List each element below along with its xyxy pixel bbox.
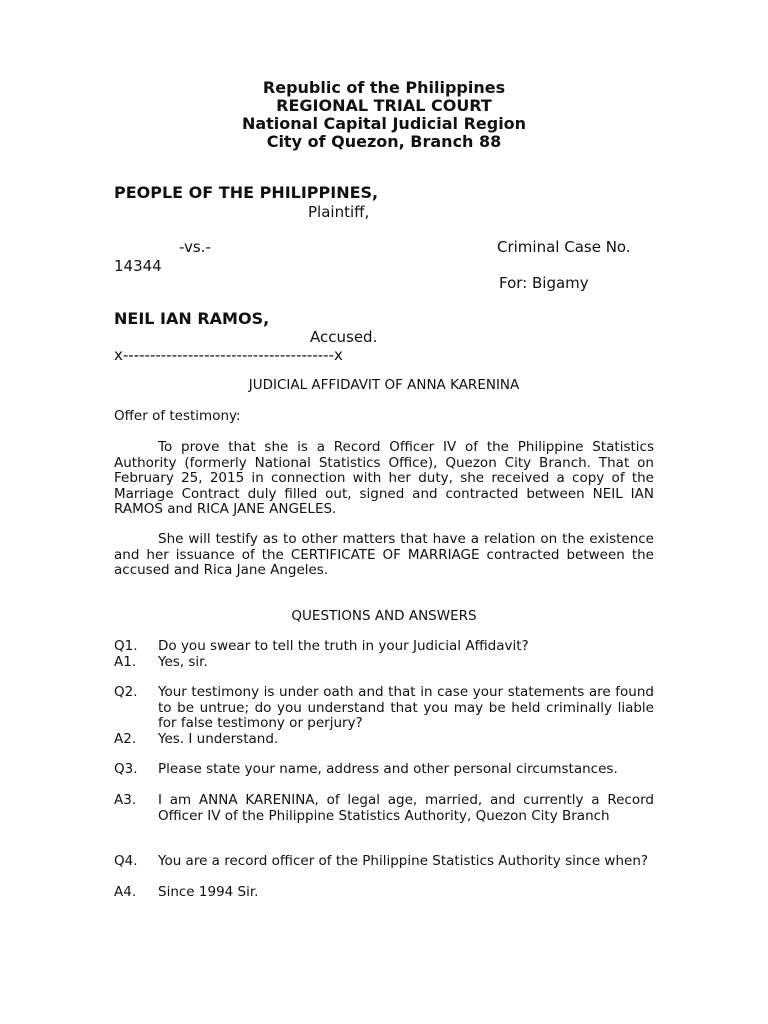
question-label: Q2. [114,684,138,700]
answer-label: A3. [114,792,137,808]
question-3 [114,762,654,778]
question-text: Your testimony is under oath and that in case your statements are found to be untrue; do you understand that you may be held criminally liable for false testimony or perjury? [158,684,654,731]
accused-role: Accused. [310,328,378,346]
answer-text: Yes, sir. [158,654,208,670]
court-header [114,79,654,151]
offer-paragraph-2: She will testify as to other matters that have a relation on the existence and her issuance of the CERTIFICATE OF MARRIAGE contracted between the accused and Rica Jane Angeles. [114,531,654,578]
document-title: JUDICIAL AFFIDAVIT OF ANNA KARENINA [248,377,520,393]
answer-text: I am ANNA KARENINA, of legal age, married, and currently a Record Officer IV of the Philippine Statistics Authority, Quezon City Branch [158,792,654,824]
accused-name: NEIL IAN RAMOS, [114,309,270,328]
case-number: 14344 [114,257,162,275]
versus-label: -vs.- [179,238,211,256]
answer-2 [114,732,654,748]
question-text: You are a record officer of the Philippine Statistics Authority since when? [158,853,649,869]
question-text: Please state your name, address and other personal circumstances. [158,761,618,777]
question-1 [114,639,654,655]
question-2 [114,685,654,732]
offer-heading: Offer of testimony: [114,408,241,424]
qa-heading: QUESTIONS AND ANSWERS [291,608,477,624]
plaintiff-role: Plaintiff, [308,203,370,221]
caption-divider: x---------------------------------------x [114,346,343,364]
answer-1 [114,655,654,671]
header-region: National Capital Judicial Region [241,114,527,133]
question-4 [114,854,654,870]
answer-4 [114,885,654,901]
plaintiff-name: PEOPLE OF THE PHILIPPINES, [114,183,379,202]
answer-text: Since 1994 Sir. [158,884,259,900]
answer-3 [114,793,654,824]
question-label: Q4. [114,853,138,869]
header-branch: City of Quezon, Branch 88 [266,132,502,151]
question-text: Do you swear to tell the truth in your Judicial Affidavit? [158,638,529,654]
offer-paragraph-1: To prove that she is a Record Officer IV of the Philippine Statistics Authority (formerly National Statistics Office), Quezon City Branch. That on February 25, 2015 in connection with her duty, she received a copy of the Marriage Contract duly filled out, signed and contracted between NEIL IAN RAMOS and RICA JANE ANGELES. [114,439,654,517]
answer-label: A1. [114,654,137,670]
question-label: Q3. [114,761,138,777]
answer-label: A4. [114,884,137,900]
answer-text: Yes. I understand. [158,731,279,747]
answer-label: A2. [114,731,137,747]
header-court: REGIONAL TRIAL COURT [276,96,492,115]
header-republic: Republic of the Philippines [262,78,506,97]
case-label: Criminal Case No. [497,238,631,256]
question-label: Q1. [114,638,138,654]
offense-label: For: Bigamy [499,274,589,292]
